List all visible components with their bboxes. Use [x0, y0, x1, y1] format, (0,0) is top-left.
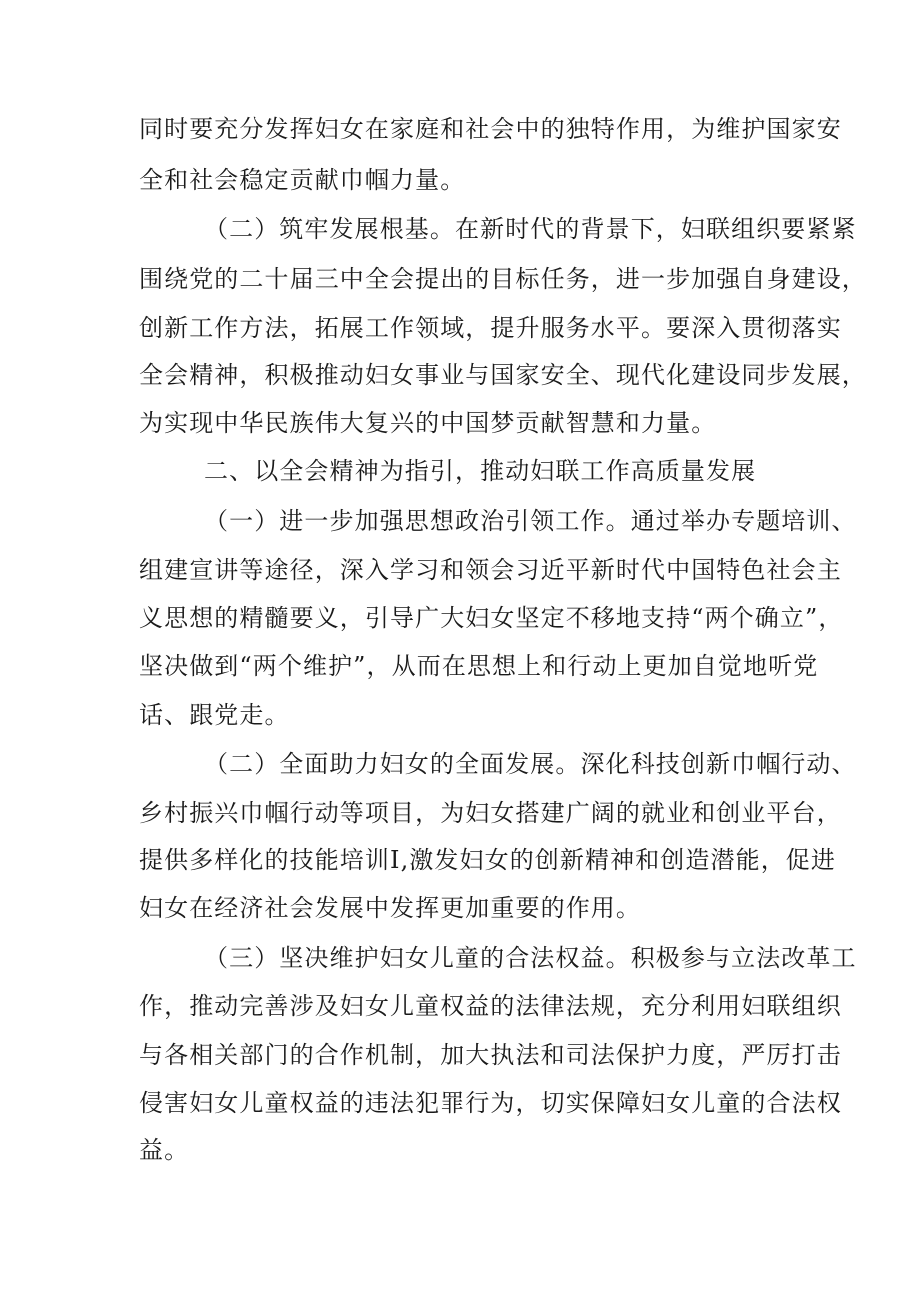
- paragraph-line: 义思想的精髓要义，引导广大妇女坚定不移地支持“两个确立”，: [139, 604, 844, 632]
- paragraph-line: 侵害妇女儿童权益的违法犯罪行为，切实保障妇女儿童的合法权: [139, 1089, 842, 1117]
- paragraph-line: 益。: [139, 1136, 190, 1164]
- paragraph-line: 创新工作方法，拓展工作领域，提升服务水平。要深入贯彻落实: [139, 314, 842, 342]
- paragraph-line: 全和社会稳定贡献巾帼力量。: [139, 166, 466, 194]
- paragraph-line: 同时要充分发挥妇女在家庭和社会中的独特作用，为维护国家安: [139, 115, 842, 143]
- paragraph-line: 坚决做到“两个维护”，从而在思想上和行动上更加自觉地听党: [139, 652, 819, 680]
- paragraph-line: 乡村振兴巾帼行动等项目，为妇女搭建广阔的就业和创业平台，: [139, 799, 842, 827]
- paragraph-line: （一）进一步加强思想政治引领工作。通过举办专题培训、: [204, 507, 857, 535]
- paragraph-line: 组建宣讲等途径，深入学习和领会习近平新时代中国特色社会主: [139, 556, 842, 584]
- paragraph-line: （三）坚决维护妇女儿童的合法权益。积极参与立法改革工: [204, 944, 857, 972]
- paragraph-line: 妇女在经济社会发展中发挥更加重要的作用。: [139, 894, 641, 922]
- section-heading: 二、以全会精神为指引，推动妇联工作高质量发展: [204, 457, 757, 485]
- paragraph-line: （二）筑牢发展根基。在新时代的背景下，妇联组织要紧紧: [204, 215, 857, 243]
- paragraph-line: 话、跟党走。: [139, 701, 290, 729]
- paragraph-line: （二）全面助力妇女的全面发展。深化科技创新巾帼行动、: [204, 750, 857, 778]
- paragraph-line: 与各相关部门的合作机制，加大执法和司法保护力度，严厉打击: [139, 1041, 842, 1069]
- paragraph-line: 全会精神，积极推动妇女事业与国家安全、现代化建设同步发展，: [139, 361, 867, 389]
- paragraph-line: 围绕党的二十届三中全会提出的目标任务，进一步加强自身建设，: [139, 265, 867, 293]
- paragraph-line: 为实现中华民族伟大复兴的中国梦贡献智慧和力量。: [139, 409, 717, 437]
- paragraph-line: 作，推动完善涉及妇女儿童权益的法律法规，充分利用妇联组织: [139, 992, 842, 1020]
- paragraph-line: 提供多样化的技能培训I,激发妇女的创新精神和创造潜能，促进: [139, 846, 837, 874]
